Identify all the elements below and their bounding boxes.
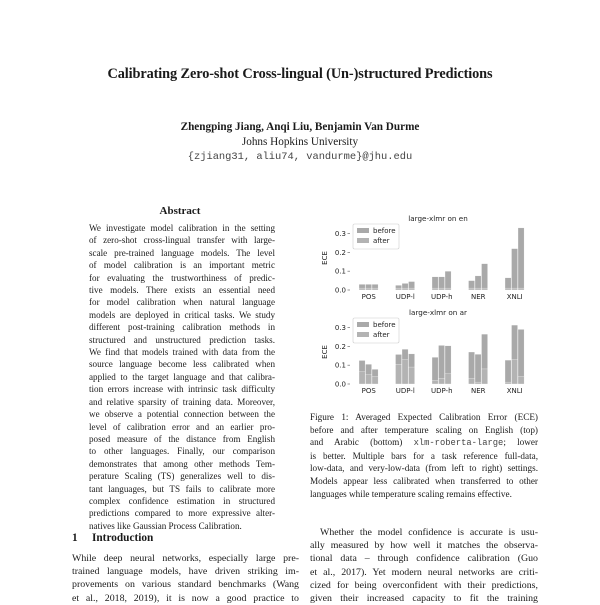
bar-after bbox=[505, 382, 511, 384]
x-tick-label: NER bbox=[470, 293, 486, 301]
x-tick-label: XNLI bbox=[506, 387, 523, 395]
text-line: predictions compared to more expressive alter- bbox=[89, 508, 275, 519]
bar-after bbox=[402, 288, 408, 290]
bar-after bbox=[409, 367, 415, 384]
x-tick-label: NER bbox=[470, 387, 486, 395]
text-line: given their increased capacity to fit the training bbox=[310, 593, 538, 605]
bar-before bbox=[518, 329, 524, 384]
bar-after bbox=[439, 288, 445, 290]
y-tick-label: 0.0 bbox=[334, 286, 346, 295]
caption-code: xlm-roberta-large bbox=[413, 438, 504, 449]
x-tick-label: UDP-l bbox=[395, 387, 415, 395]
y-tick-label: 0.0 bbox=[334, 380, 346, 389]
bar-before bbox=[445, 271, 451, 290]
bar-before bbox=[432, 357, 438, 384]
bar-after bbox=[512, 288, 518, 290]
bar-after bbox=[432, 288, 438, 290]
bar-after bbox=[372, 376, 378, 384]
caption-line: Figure 1: Averaged Expected Calibration Error (ECE) bbox=[310, 412, 538, 422]
legend-label: before bbox=[373, 321, 396, 329]
chart-ece-arabic bbox=[310, 307, 540, 399]
text-line: cized for being overconfident with their predictions, bbox=[310, 579, 538, 591]
right-column-text bbox=[310, 526, 538, 605]
paper-affiliation: Johns Hopkins University bbox=[241, 136, 359, 148]
x-tick-label: UDP-l bbox=[395, 293, 415, 301]
x-tick-label: UDP-h bbox=[430, 293, 453, 301]
bar-after bbox=[445, 374, 451, 384]
caption-line: before and after temperature scaling on English (top) bbox=[310, 424, 538, 435]
bar-after bbox=[396, 364, 402, 384]
legend-label: after bbox=[373, 237, 390, 245]
chart-legend bbox=[353, 318, 399, 343]
bar-after bbox=[372, 288, 378, 290]
abstract-heading: Abstract bbox=[159, 205, 201, 217]
bar-after bbox=[439, 378, 445, 384]
caption-line: low-data, and very-low-data (from left to right) settings. bbox=[310, 463, 538, 474]
text-line: posed measure of the distance from English bbox=[89, 433, 275, 444]
text-line: ally measured by how well it matches the observa- bbox=[310, 540, 538, 552]
text-line: to other languages. Finally, our comparison bbox=[89, 446, 275, 457]
y-tick-label: 0.3 bbox=[334, 324, 346, 333]
bar-after bbox=[518, 376, 524, 384]
bar-after bbox=[409, 288, 415, 290]
text-line: We find that models trained with data from the bbox=[89, 347, 275, 358]
text-line: of zero-shot cross-lingual transfer with large- bbox=[89, 235, 275, 246]
text-line: et al., 2018, 2019), it is now a good practice to bbox=[72, 592, 299, 604]
text-line: natives like Gaussian Process Calibration. bbox=[89, 520, 242, 531]
bar-after bbox=[475, 382, 481, 384]
x-tick-label: UDP-h bbox=[430, 387, 453, 395]
chart-title: large-xlmr on en bbox=[408, 214, 468, 223]
text-line: tant languages, but TS fails to calibrate more bbox=[89, 483, 275, 494]
caption-line: languages while temperature scaling remains effective. bbox=[310, 488, 512, 499]
y-tick-label: 0.2 bbox=[334, 248, 346, 257]
y-tick-label: 0.1 bbox=[334, 361, 346, 370]
section-number: 1 bbox=[72, 532, 78, 544]
bar-after bbox=[482, 369, 488, 384]
text-line: tion errors increase with intrinsic task difficulty bbox=[89, 384, 275, 395]
text-line: structured and unstructured prediction tasks. bbox=[89, 334, 275, 345]
paper-email: {zjiang31, aliu74, vandurme}@jhu.edu bbox=[187, 151, 413, 163]
y-tick-label: 0.1 bbox=[334, 267, 346, 276]
section-heading-introduction bbox=[72, 532, 153, 544]
text-line: source language become less calibrated when bbox=[89, 359, 275, 370]
bar-before bbox=[482, 264, 488, 290]
y-axis-label: ECE bbox=[321, 345, 329, 359]
bar-after bbox=[366, 375, 372, 384]
introduction-text bbox=[72, 552, 299, 605]
text-line: complex confidence estimation in structured bbox=[89, 495, 275, 506]
section-title: Introduction bbox=[92, 532, 154, 544]
text-line: level of calibration error and an earlier pro- bbox=[89, 421, 275, 432]
x-tick-label: POS bbox=[361, 387, 376, 395]
caption-line: and Arabic (bottom) xlm-roberta-large; lower bbox=[310, 437, 538, 449]
caption-line: is better. Multiple bars for a task reference full-data, bbox=[310, 450, 538, 461]
chart-title: large-xlmr on ar bbox=[409, 308, 467, 317]
text-line: we observe a potential connection between the bbox=[89, 409, 275, 420]
caption-line: Models appear less calibrated when transferred to other bbox=[310, 475, 538, 486]
x-tick-label: XNLI bbox=[506, 293, 523, 301]
text-line: tional data – through confidence calibration (Guo bbox=[310, 553, 538, 565]
x-tick-label: POS bbox=[361, 293, 376, 301]
chart-ece-english bbox=[310, 213, 540, 305]
bar-after bbox=[359, 372, 365, 384]
text-line: trained language models, have driven striking im- bbox=[72, 566, 299, 578]
bar-after bbox=[359, 288, 365, 290]
bar-after bbox=[366, 288, 372, 290]
bar-after bbox=[469, 288, 475, 290]
abstract-body bbox=[89, 222, 275, 532]
bar-after bbox=[469, 378, 475, 384]
legend-label: before bbox=[373, 227, 396, 235]
text-line: et al., 2017). Yet modern neural networks are criti- bbox=[310, 566, 538, 578]
bar-after bbox=[432, 380, 438, 384]
figure-caption bbox=[310, 411, 538, 500]
bar-after bbox=[396, 288, 402, 290]
bar-before bbox=[512, 249, 518, 290]
text-line: While deep neural networks, especially large pre- bbox=[72, 553, 299, 564]
bar-after bbox=[445, 288, 451, 290]
text-line: Whether the model confidence is accurate is usu- bbox=[320, 527, 538, 538]
y-tick-label: 0.2 bbox=[334, 342, 346, 351]
text-line: and relative sparsity of training data. Moreover, bbox=[89, 396, 275, 407]
bar-after bbox=[518, 288, 524, 290]
bar-before bbox=[475, 276, 481, 290]
text-line: demonstrates that among other methods Tem- bbox=[89, 458, 275, 469]
bar-after bbox=[482, 288, 488, 290]
legend-label: after bbox=[373, 331, 390, 339]
bar-before bbox=[475, 354, 481, 384]
bar-after bbox=[512, 360, 518, 384]
text-line: tive models. There exists an essential need bbox=[89, 285, 275, 296]
text-line: different post-training calibration methods in bbox=[89, 322, 275, 333]
text-line: for evaluating the trustworthiness of predic- bbox=[89, 272, 275, 283]
chart-legend bbox=[353, 224, 399, 249]
paper-title: Calibrating Zero-shot Cross-lingual (Un-)structured Predictions bbox=[107, 66, 493, 82]
bar-after bbox=[505, 288, 511, 290]
text-line: of model calibration is an important metric bbox=[89, 260, 275, 271]
y-tick-label: 0.3 bbox=[334, 230, 346, 239]
bar-before bbox=[505, 360, 511, 384]
text-line: We investigate model calibration in the setting bbox=[89, 223, 275, 233]
text-line: provements on various standard benchmarks (Wang bbox=[72, 579, 299, 591]
y-axis-label: ECE bbox=[321, 251, 329, 265]
paper-authors: Zhengping Jiang, Anqi Liu, Benjamin Van Durme bbox=[180, 121, 420, 133]
text-line: for model calibration when natural language bbox=[89, 297, 275, 308]
text-line: perature Scaling (TS) generalizes well to dis- bbox=[89, 471, 275, 482]
text-line: scale pre-trained language models. The level bbox=[89, 247, 275, 258]
bar-after bbox=[402, 360, 408, 384]
bar-before bbox=[518, 228, 524, 290]
bar-after bbox=[475, 288, 481, 290]
text-line: models are deployed in critical tasks. We study bbox=[89, 309, 275, 320]
text-line: applied to the target language and that calibra- bbox=[89, 371, 275, 382]
